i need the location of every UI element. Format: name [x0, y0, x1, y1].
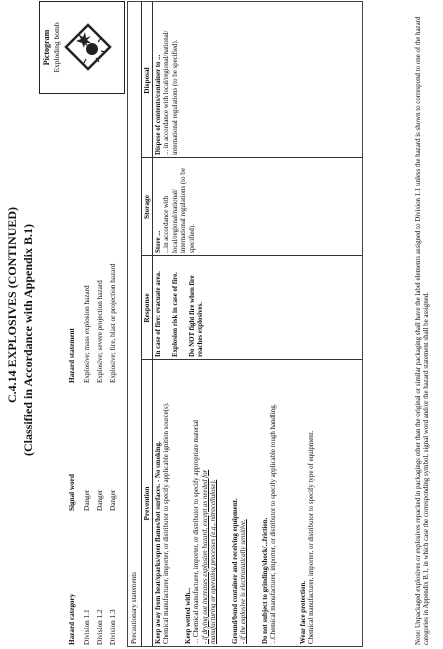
- column-divider: [141, 359, 362, 360]
- disposal-text: Dispose of contents/container to ... ... in accordance with local/regional/national/ international regulations (to be specified).: [155, 30, 179, 155]
- prevention-text: Ground/bond container and receiving equipment. - if the explosive is electrostatically sensitive.: [232, 498, 248, 644]
- footnote: Note: Unpackaged explosives or explosives repacked in packagings other than the original or similar packaging shall have the label elements assigned to Division 1.1 unless the hazard is shown to correspond to one of the hazard categories in Appendix B.1, in which case the corresponding symbol, signal word and/or the hazard statement shall be assigned.: [415, 16, 431, 645]
- column-divider: [141, 255, 362, 256]
- col-hazard-statement: Hazard statement: [68, 328, 76, 383]
- hazard-category-cell: Division 1.1: [83, 609, 91, 645]
- pictogram-box: [39, 1, 125, 94]
- pictogram-name: Exploding bomb: [52, 22, 61, 73]
- storage-header: Storage: [142, 195, 151, 219]
- hazard-category-cell: Division 1.3: [109, 609, 117, 645]
- col-hazard-category: Hazard category: [68, 593, 76, 645]
- prevention-text: Do not subject to grinding/shock/...friction. ...Chemical manufacturer, importer, or distributor to specify applicable rough handling.: [262, 403, 278, 644]
- hazard-statement-cell: Explosive; severe projection hazard: [96, 280, 104, 383]
- disposal-header: Disposal: [142, 67, 151, 94]
- hazard-statement-cell: Explosive; fire, blast or projection hazard: [109, 263, 117, 383]
- prevention-text: Keep wetted with... ... Chemical manufacturer, importer, or distributor to specify appropriate material - if drying out increases explosion hazard, except as needed for manufacturing or operating processes (e.g., nitrocellulose).: [185, 419, 218, 644]
- signal-word-cell: Danger: [109, 489, 117, 511]
- response-text: In case of fire: evacuate area. Explosion risk in case of fire. Do NOT fight fire when fire reaches explosives.: [155, 271, 205, 357]
- signal-word-cell: Danger: [83, 489, 91, 511]
- col-signal-word: Signal word: [68, 474, 76, 511]
- hazard-category-cell: Division 1.2: [96, 609, 104, 645]
- prevention-text: Wear face protection. Chemical manufacturer, importer, or distributor to specify type of equipment.: [300, 430, 316, 644]
- pictogram-heading: Pictogram: [42, 29, 51, 66]
- column-divider: [141, 157, 362, 158]
- hazard-statement-cell: Explosive; mass explosion hazard: [83, 285, 91, 383]
- prevention-header: Prevention: [142, 486, 151, 521]
- signal-word-cell: Danger: [96, 489, 104, 511]
- precautionary-heading: Precautionary statements: [130, 571, 138, 644]
- storage-text: Store ... ...in accordance with local/regional/national/ international regulations (to be specified).: [155, 168, 196, 253]
- prevention-text: Keep away from heat/sparks/open flames/hot surfaces. - No smoking. Chemical manufacturer, importer, or distributor to specify applicable ignition source(s).: [155, 402, 171, 644]
- table-rule: [152, 2, 153, 647]
- section-subtitle: (Classified in Accordance with Appendix B.1): [21, 223, 35, 456]
- exploding-bomb-icon: [64, 23, 112, 71]
- response-header: Response: [142, 293, 151, 323]
- section-title: C.4.14 EXPLOSIVES (CONTINUED): [5, 206, 19, 403]
